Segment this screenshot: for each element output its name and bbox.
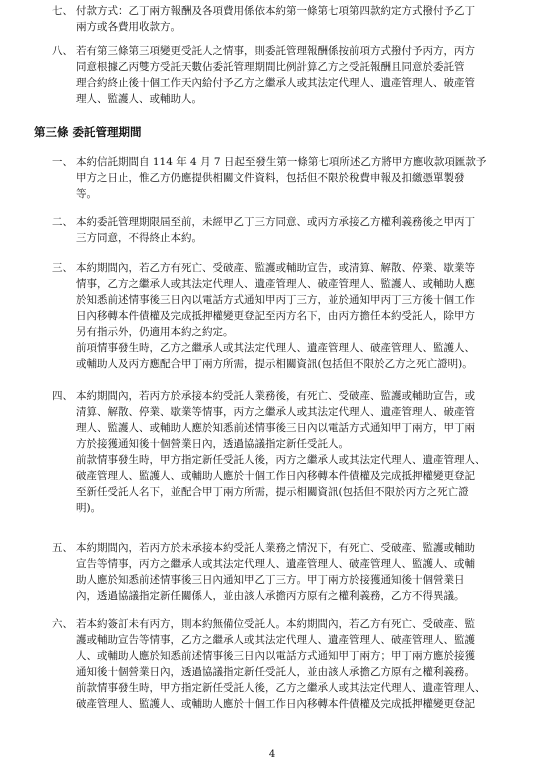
clause-text-line: 方於接獲通知後十個營業日內，透過協議指定新任受託人。 <box>76 438 349 450</box>
clause-text-line: 甲方之日止，惟乙方仍應提供相關文件資料，包括但不限於稅費申報及扣繳憑單製發 <box>76 172 465 184</box>
clause-text-line: 兩方或各費用收款方。 <box>76 21 181 33</box>
clause-text-line: 日內移轉本件債權及完成抵押權變更登記至丙方名下，由丙方擔任本約受託人，除甲方 <box>76 310 475 322</box>
clause-text-line: 至新任受託人名下，並配合甲丁兩方所需，提示相關資訊(包括但不限於丙方之死亡證 <box>76 486 469 498</box>
page-number: 4 <box>268 749 276 760</box>
section-heading: 第三條 委託管理期間 <box>34 125 142 139</box>
clause-text-line: 前款情事發生時，甲方指定新任受託人後，乙方之繼承人或其法定代理人、遺產管理人、 <box>76 682 486 694</box>
clause-text-line: 護或輔助宣告等情事，乙方之繼承人或其法定代理人、遺產管理人、破產管理人、監護 <box>76 634 475 646</box>
clause-number: 二、 <box>52 216 73 228</box>
clause-text-line: 同意根據乙丙雙方受託天數佔委託管理期間比例計算乙方之受託報酬且同意於委託管 <box>76 61 465 73</box>
clause-text-line: 於知悉前述情事後三日內以電話方式通知甲丙丁三方，並於通知甲丙丁三方後十個工作 <box>76 294 475 306</box>
clause-text-line: 本約委託管理期限屆至前，未經甲乙丁三方同意、或丙方承接乙方權利義務後之甲丙丁 <box>76 216 475 228</box>
clause-text-line: 若有第三條第三項變更受託人之情事，則委託管理報酬係按前項方式撥付予丙方，丙方 <box>76 45 475 57</box>
clause-text-line: 若本約簽訂未有丙方，則本約無備位受託人。本約期間內，若乙方有死亡、受破產、監 <box>76 618 475 630</box>
clause-text-line: 理人、監護人、或輔助人應於知悉前述情事後三日內以電話方式通知甲丁兩方，甲丁兩 <box>76 422 475 434</box>
clause-number: 五、 <box>52 542 73 554</box>
clause-number: 三、 <box>52 262 73 274</box>
clause-text-line: 破產管理人、監護人、或輔助人應於十個工作日內移轉本件債權及完成抵押權變更登記 <box>76 698 475 710</box>
clause-text-line: 人、或輔助人應於知悉前述情事後三日內以電話方式通知甲丁兩方；甲丁兩方應於接獲 <box>76 650 475 662</box>
clause-text-line: 本約期間內，若丙方於承接本約受託人業務後，有死亡、受破產、監護或輔助宣告，或 <box>76 390 475 402</box>
clause-text-line: 另有指示外，仍適用本約之約定。 <box>76 326 234 338</box>
clause-text-line: 內，透過協議指定新任關係人，並由該人承擔丙方原有之權利義務，乙方不得異議。 <box>76 590 465 602</box>
clause-text-line: 前項情事發生時，乙方之繼承人或其法定代理人、遺產管理人、破產管理人、監護人、 <box>76 342 475 354</box>
clause-text-line: 破產管理人、監護人、或輔助人應於十個工作日內移轉本件債權及完成抵押權變更登記 <box>76 470 475 482</box>
clause-number: 六、 <box>52 618 73 630</box>
clause-text-line: 三方同意，不得終止本約。 <box>76 232 202 244</box>
clause-text-line: 本約信託期間自 114 年 4 月 7 日起至發生第一條第七項所述乙方將甲方應收款項匯款予 <box>76 156 487 168</box>
clause-text-line: 等。 <box>76 188 97 200</box>
clause-text-line: 理人、監護人、或輔助人。 <box>76 93 202 105</box>
clause-text-line: 本約期間內，若乙方有死亡、受破產、監護或輔助宣告，或清算、解散、停業、歇業等 <box>76 262 475 274</box>
clause-text-line: 通知後十個營業日內，透過協議指定新任受託人，並由該人承擔乙方原有之權利義務。 <box>76 666 475 678</box>
clause-text-line: 情事，乙方之繼承人或其法定代理人、遺產管理人、破產管理人、監護人、或輔助人應 <box>76 278 475 290</box>
clause-text-line: 前款情事發生時，甲方指定新任受託人後，丙方之繼承人或其法定代理人、遺產管理人、 <box>76 454 486 466</box>
clause-text-line: 清算、解散、停業、歇業等情事，丙方之繼承人或其法定代理人、遺產管理人、破產管 <box>76 406 475 418</box>
clause-text-line: 付款方式：乙丁兩方報酬及各項費用係依本約第一條第七項第四款約定方式撥付予乙丁 <box>76 5 475 17</box>
clause-number: 一、 <box>52 156 73 168</box>
clause-number: 八、 <box>52 45 73 57</box>
clause-text-line: 宣告等情事，丙方之繼承人或其法定代理人、遺產管理人、破產管理人、監護人、或輔 <box>76 558 475 570</box>
clause-text-line: 明)。 <box>76 502 102 514</box>
clause-text-line: 本約期間內，若丙方於未承接本約受託人業務之情況下，有死亡、受破產、監護或輔助 <box>76 542 475 554</box>
clause-number: 七、 <box>52 5 73 17</box>
clause-number: 四、 <box>52 390 73 402</box>
clause-text-line: 助人應於知悉前述情事後三日內通知甲乙丁三方。甲丁兩方於接獲通知後十個營業日 <box>76 574 465 586</box>
clause-text-line: 或輔助人及丙方應配合甲丁兩方所需，提示相關資訊(包括但不限於乙方之死亡證明)。 <box>76 358 473 370</box>
clause-text-line: 理合約終止後十個工作天內給付予乙方之繼承人或其法定代理人、遺產管理人、破產管 <box>76 77 475 89</box>
